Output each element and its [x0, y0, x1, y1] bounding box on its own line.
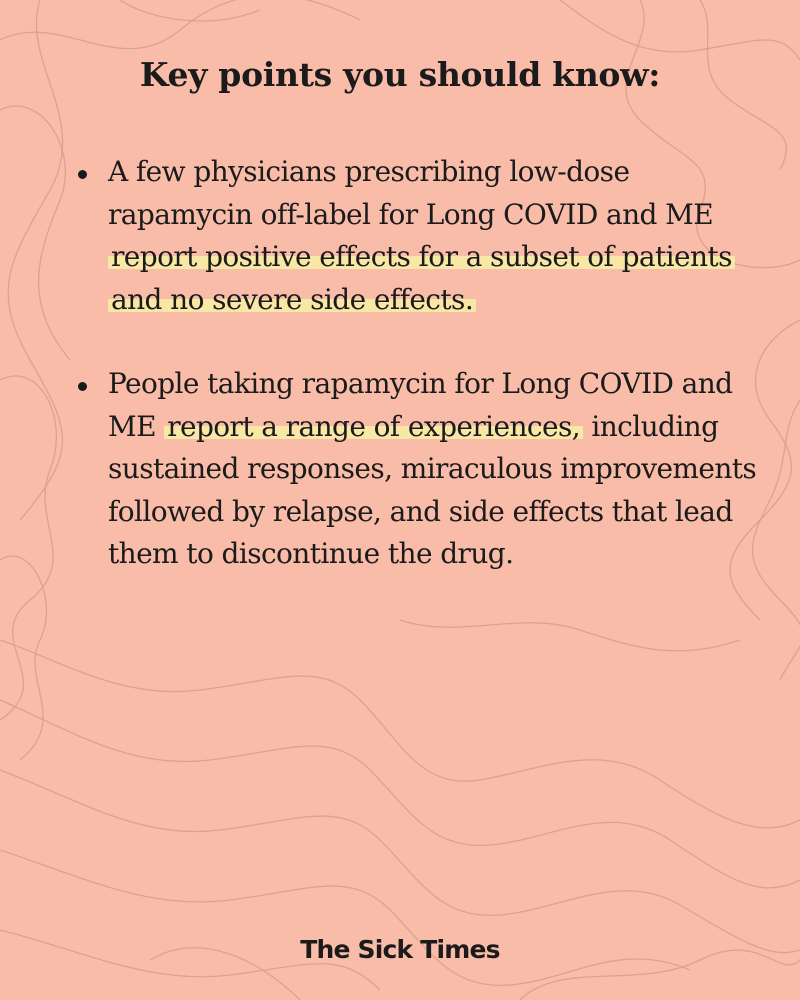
key-point-text: A few physicians prescribing low-dose rapamycin off-label for Long COVID and ME: [108, 155, 714, 231]
key-point-highlight: report a range of experiences,: [164, 410, 583, 443]
page-title: Key points you should know:: [139, 55, 661, 94]
key-points-list: [78, 151, 768, 576]
key-point-item: [78, 151, 768, 321]
key-point-text-after: including sustained responses, miraculous improvements followed by relapse, and side effects that lead them to discontinue the drug.: [108, 409, 757, 570]
brand-logo: The Sick Times: [300, 935, 500, 964]
key-point-highlight: report positive effects for a subset of patients and no severe side effects.: [108, 240, 735, 316]
bullet-icon: [78, 382, 87, 391]
bullet-icon: [78, 170, 87, 179]
key-point-item: [78, 363, 768, 576]
key-point-text: People taking rapamycin for Long COVID and ME: [108, 367, 733, 443]
